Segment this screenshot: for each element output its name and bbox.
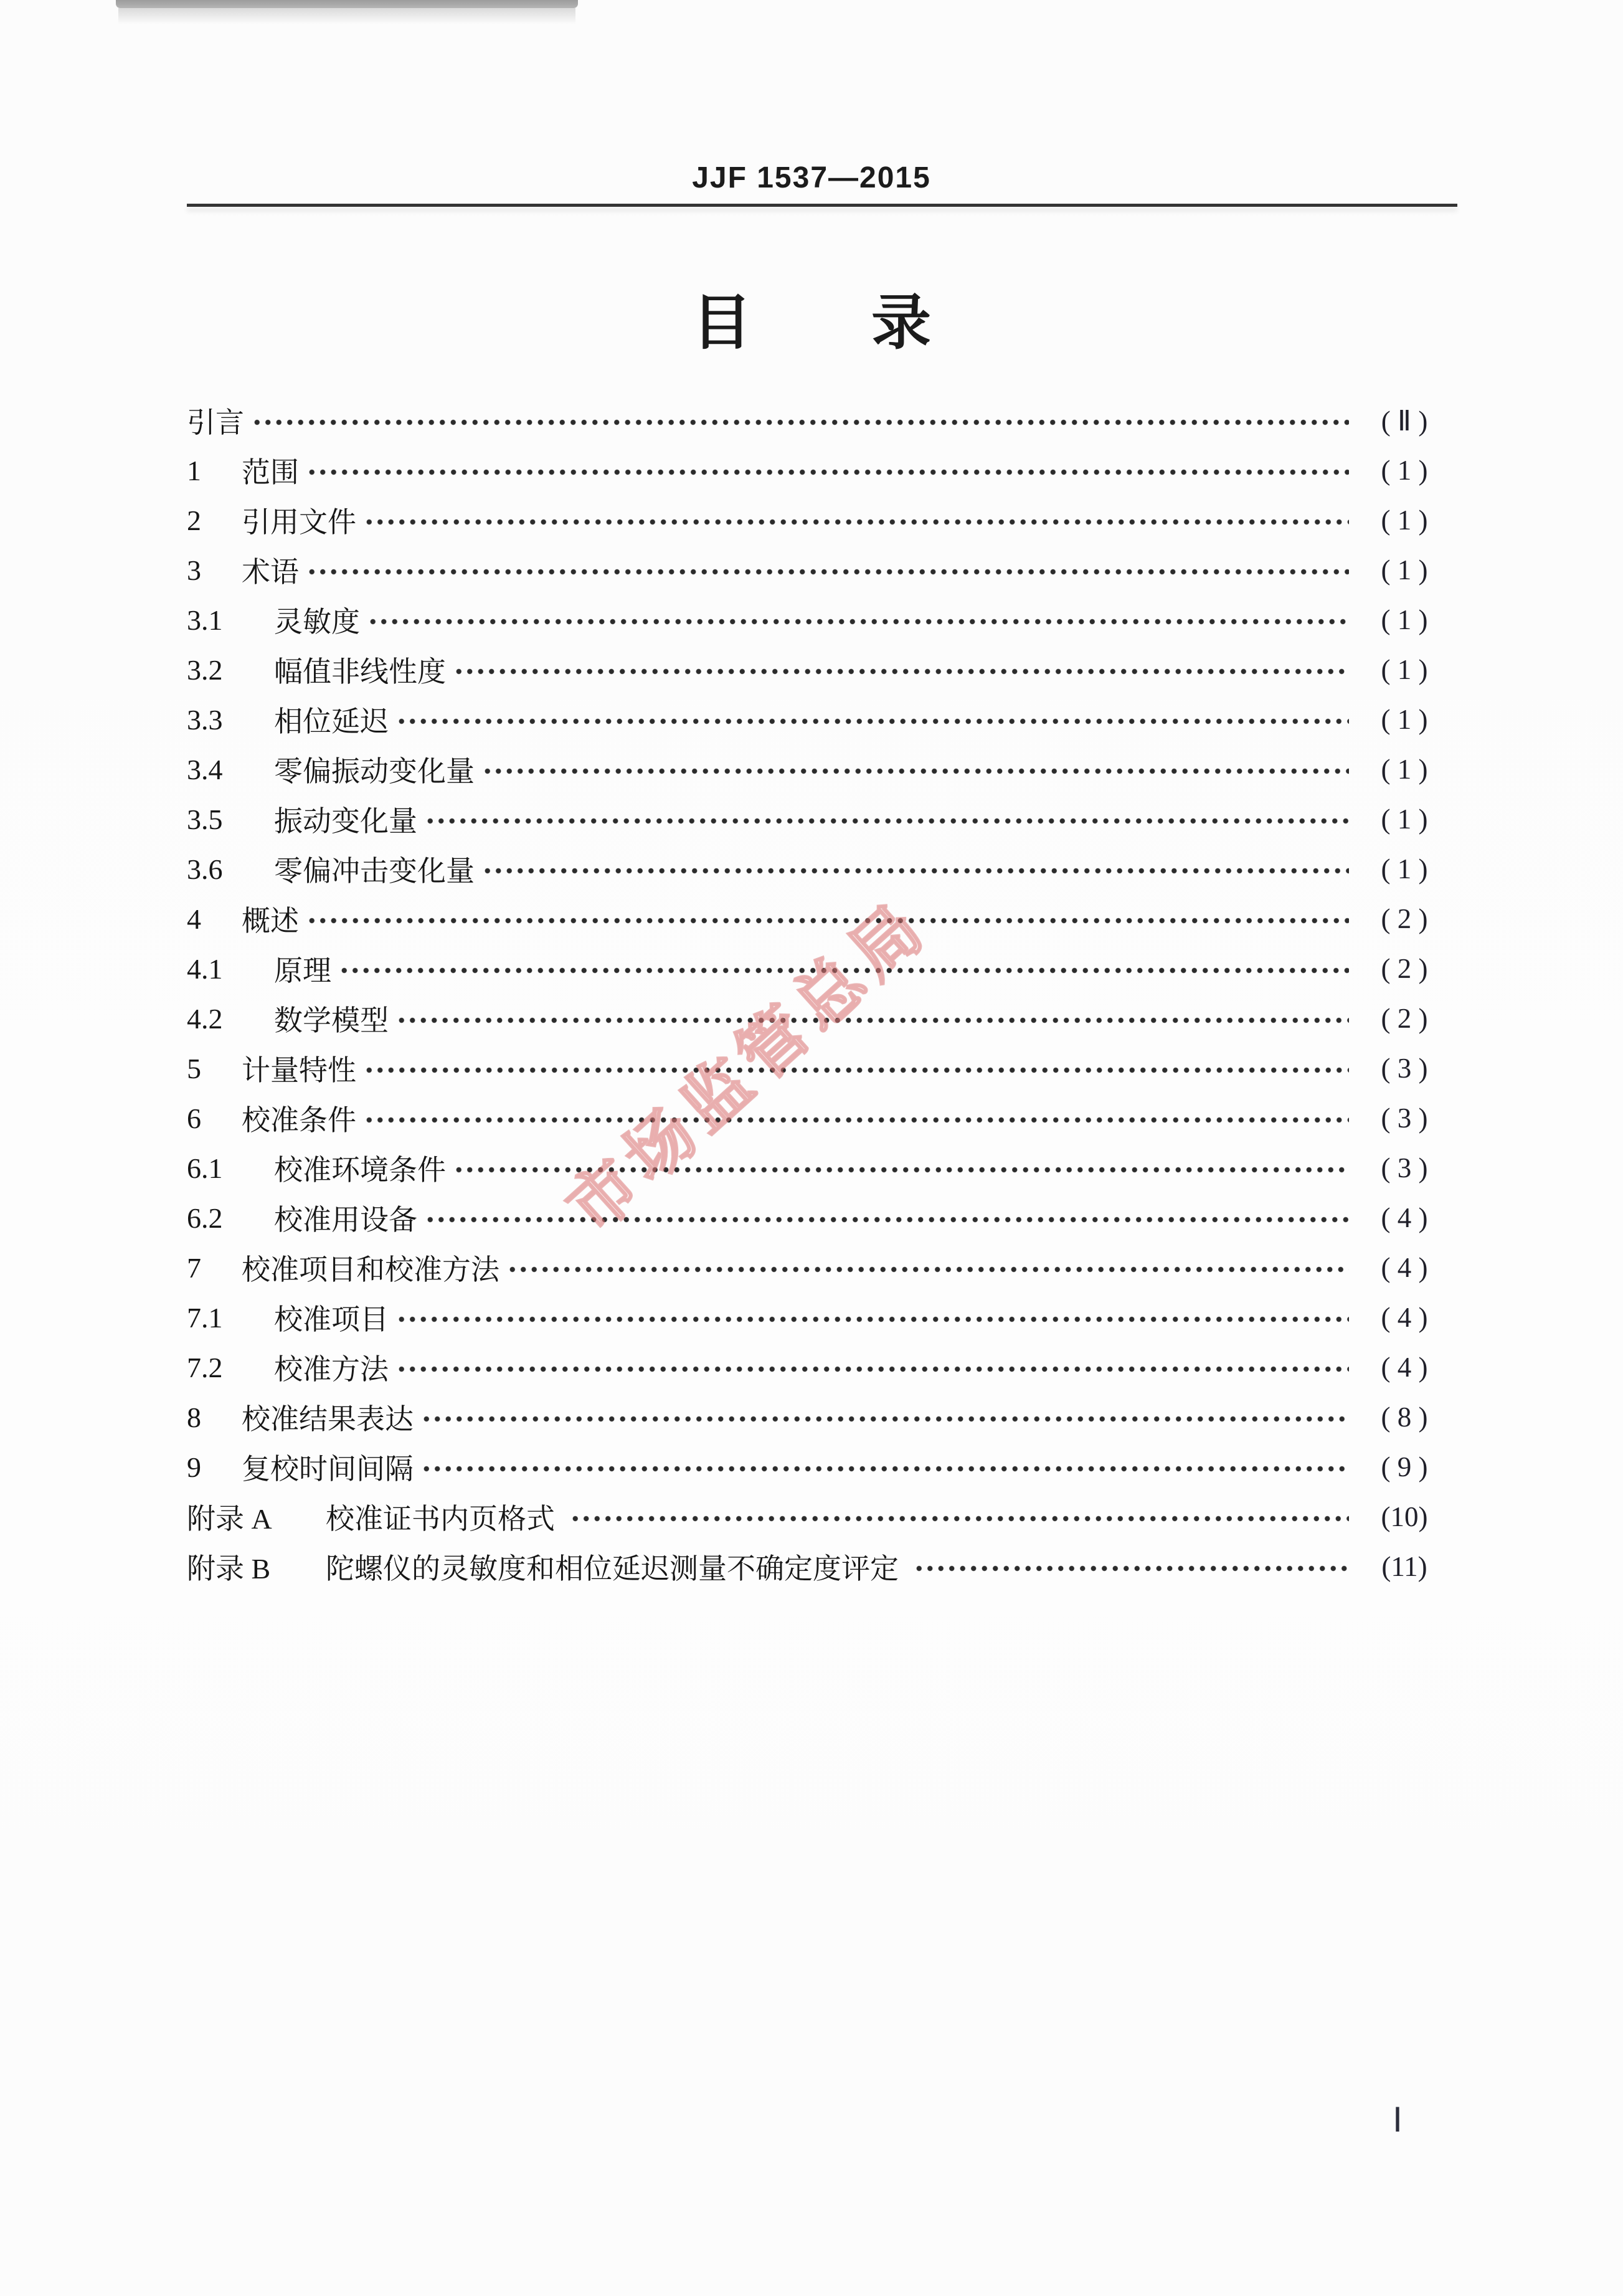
toc-entry-page: ( 1 ) <box>1381 654 1428 685</box>
dot-leader <box>481 866 1349 876</box>
toc-entry-page: (10) <box>1381 1501 1428 1532</box>
toc-entry-page: ( 8 ) <box>1381 1402 1428 1433</box>
toc-entry-label: 校准用设备 <box>274 1204 417 1236</box>
toc-entry-number: 3.1 <box>187 604 223 636</box>
dot-leader <box>395 1015 1349 1025</box>
toc-entry-number: 5 <box>187 1052 201 1084</box>
toc-entry-label: 术语 <box>242 556 299 588</box>
dot-leader <box>452 667 1349 676</box>
dot-leader <box>423 816 1349 826</box>
toc-entry-number: 3.3 <box>187 703 223 736</box>
toc-entry-label: 灵敏度 <box>274 606 360 638</box>
toc-entry-page: ( 1 ) <box>1381 804 1428 835</box>
header-rule <box>187 204 1457 207</box>
toc-entry-page: ( 1 ) <box>1381 754 1428 785</box>
toc-entry-label: 引言 <box>187 407 244 439</box>
dot-leader <box>362 1115 1349 1125</box>
toc-entry-number: 3.6 <box>187 853 223 885</box>
toc-entry-label: 概述 <box>242 905 299 937</box>
toc-entry-label: 陀螺仪的灵敏度和相位延迟测量不确定度评定 <box>326 1553 906 1585</box>
toc-entry-label: 振动变化量 <box>274 805 417 837</box>
toc-entry-number: 1 <box>187 454 201 486</box>
toc-entry-label: 校准项目和校准方法 <box>242 1254 499 1286</box>
toc-entry-label: 计量特性 <box>242 1055 356 1086</box>
toc-entry-page: ( 4 ) <box>1381 1352 1428 1383</box>
dot-leader <box>250 417 1349 427</box>
toc-entry-number: 4.2 <box>187 1002 223 1035</box>
toc-entry <box>187 545 1451 595</box>
previous-page-edge <box>116 0 578 8</box>
page-number-folio: Ⅰ <box>1393 2102 1403 2139</box>
toc-entry <box>187 1093 1451 1143</box>
toc-entry <box>187 1193 1451 1243</box>
toc-entry-number: 6 <box>187 1102 201 1134</box>
toc-entry <box>187 994 1451 1043</box>
toc-entry-number: 附录 A <box>187 1503 272 1535</box>
dot-leader <box>420 1414 1349 1424</box>
toc-entry <box>187 1392 1451 1442</box>
dot-leader <box>305 467 1349 477</box>
toc-entry-page: ( 2 ) <box>1381 1003 1428 1034</box>
toc-entry <box>187 595 1451 645</box>
dot-leader <box>366 617 1349 627</box>
toc-entry <box>187 894 1451 944</box>
toc-entry <box>187 1243 1451 1293</box>
toc-entry <box>187 445 1451 495</box>
dot-leader <box>481 766 1349 776</box>
dot-leader <box>423 1215 1349 1225</box>
toc-entry-page: ( 4 ) <box>1381 1252 1428 1283</box>
toc-entry-number: 2 <box>187 504 201 536</box>
toc-entry-page: ( 1 ) <box>1381 554 1428 586</box>
toc-entry-page: ( 3 ) <box>1381 1152 1428 1184</box>
toc-entry-page: ( 9 ) <box>1381 1451 1428 1482</box>
toc-entry-page: ( 2 ) <box>1381 903 1428 934</box>
toc-entry <box>187 1492 1451 1542</box>
toc-entry-number: 4.1 <box>187 952 223 985</box>
toc-entry-number: 9 <box>187 1451 201 1483</box>
toc-entry-page: ( 1 ) <box>1381 853 1428 885</box>
toc-entry-label: 校准证书内页格式 <box>326 1503 562 1535</box>
toc-entry <box>187 495 1451 545</box>
toc-entry-label: 校准项目 <box>274 1304 389 1335</box>
toc-entry-page: ( 1 ) <box>1381 455 1428 486</box>
toc-entry <box>187 1293 1451 1342</box>
toc-entry <box>187 645 1451 695</box>
toc-entry-label: 校准环境条件 <box>274 1154 446 1186</box>
toc-entry-label: 校准方法 <box>274 1354 389 1385</box>
dot-leader <box>506 1264 1349 1274</box>
toc-entry-page: ( 2 ) <box>1381 953 1428 984</box>
toc-entry-page: ( 4 ) <box>1381 1202 1428 1233</box>
page-title: 目 录 <box>692 290 931 356</box>
toc-entry-label: 校准条件 <box>242 1104 356 1136</box>
toc-entry-label: 校准结果表达 <box>242 1403 414 1435</box>
dot-leader <box>362 517 1349 527</box>
toc-entry-number: 7.2 <box>187 1351 223 1383</box>
toc-entry <box>187 844 1451 894</box>
toc-entry-page: ( 1 ) <box>1381 604 1428 635</box>
toc-entry-label: 数学模型 <box>274 1005 389 1037</box>
toc-entry-page: ( 4 ) <box>1381 1302 1428 1333</box>
toc-entry-label: 引用文件 <box>242 506 356 538</box>
dot-leader <box>305 916 1349 926</box>
dot-leader <box>395 1314 1349 1324</box>
toc-entry-label: 零偏冲击变化量 <box>274 855 475 887</box>
dot-leader <box>420 1464 1349 1474</box>
toc-entry <box>187 1542 1451 1592</box>
toc-entry-label: 复校时间间隔 <box>242 1453 414 1485</box>
toc-entry-label: 幅值非线性度 <box>274 656 446 688</box>
toc-entry-number: 7.1 <box>187 1301 223 1334</box>
toc-entry-label: 范围 <box>242 457 299 488</box>
toc-entry <box>187 1342 1451 1392</box>
toc-entry-number: 3 <box>187 554 201 586</box>
toc-entry-number: 3.4 <box>187 753 223 785</box>
toc-entry-number: 附录 B <box>187 1553 271 1585</box>
dot-leader <box>395 716 1349 726</box>
toc-entry-number: 4 <box>187 903 201 935</box>
toc-entry-page: ( 3 ) <box>1381 1103 1428 1134</box>
toc-entry-number: 6.1 <box>187 1152 223 1184</box>
toc-entry-number: 3.2 <box>187 653 223 686</box>
dot-leader <box>569 1514 1350 1524</box>
toc-entry-label: 原理 <box>274 955 331 987</box>
toc-list <box>187 396 1451 1592</box>
toc-entry <box>187 1143 1451 1193</box>
toc-entry <box>187 944 1451 994</box>
document-standard-number: JJF 1537—2015 <box>692 161 931 194</box>
dot-leader <box>912 1563 1350 1573</box>
toc-entry-page: (11) <box>1381 1551 1427 1582</box>
toc-entry <box>187 794 1451 844</box>
dot-leader <box>362 1065 1349 1075</box>
dot-leader <box>305 567 1349 577</box>
toc-entry-label: 零偏振动变化量 <box>274 756 475 787</box>
toc-entry-page: ( Ⅱ ) <box>1381 405 1428 437</box>
toc-entry <box>187 744 1451 794</box>
toc-entry-number: 6.2 <box>187 1202 223 1234</box>
toc-entry-number: 8 <box>187 1401 201 1433</box>
toc-entry <box>187 396 1451 445</box>
toc-entry-number: 3.5 <box>187 803 223 835</box>
dot-leader <box>338 965 1349 975</box>
dot-leader <box>452 1165 1349 1175</box>
toc-entry-page: ( 1 ) <box>1381 704 1428 735</box>
toc-entry-number: 7 <box>187 1251 201 1284</box>
toc-entry-label: 相位延迟 <box>274 706 389 738</box>
toc-entry <box>187 1043 1451 1093</box>
toc-entry <box>187 1442 1451 1492</box>
toc-entry-page: ( 1 ) <box>1381 505 1428 536</box>
dot-leader <box>395 1364 1349 1374</box>
toc-entry-page: ( 3 ) <box>1381 1053 1428 1084</box>
toc-entry <box>187 695 1451 744</box>
